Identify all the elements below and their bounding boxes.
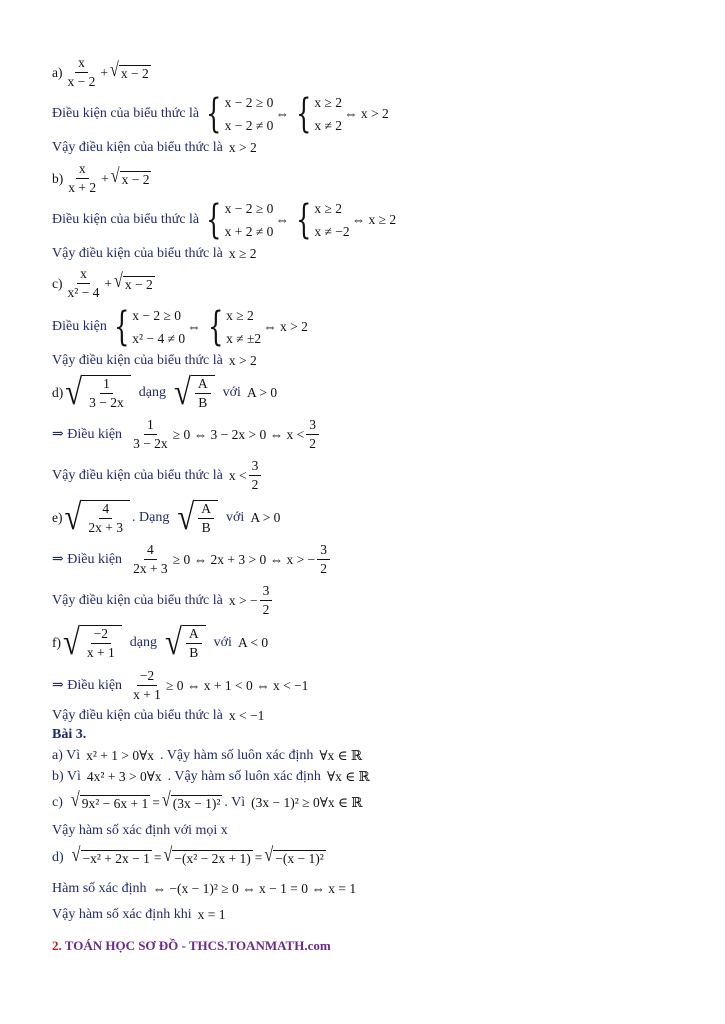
fraction bbox=[186, 627, 202, 661]
square-root: √ x − 2 bbox=[110, 59, 149, 82]
conclusion-text: Vậy điều kiện của biểu thức là bbox=[52, 246, 223, 261]
system-row: x ≥ 2 bbox=[314, 200, 343, 216]
math-expression: x² + 1 > 0∀x bbox=[86, 748, 155, 764]
bai3-d bbox=[52, 844, 328, 867]
condition-text: Hàm số xác định bbox=[52, 881, 147, 896]
fraction bbox=[130, 543, 171, 577]
item-d-expression bbox=[52, 371, 278, 413]
fraction bbox=[65, 267, 103, 301]
item-d-label: d) bbox=[52, 385, 64, 401]
bai3-c-conclusion bbox=[52, 824, 228, 838]
conclusion-value: x > − bbox=[228, 593, 258, 609]
equals-sign: = bbox=[152, 795, 160, 811]
item-e-label: e) bbox=[52, 510, 63, 526]
page-number: 2 bbox=[52, 938, 59, 953]
fraction bbox=[84, 627, 118, 661]
fraction bbox=[130, 418, 171, 452]
system-row: x ≠ 2 bbox=[314, 118, 343, 133]
item-e-conclusion bbox=[52, 584, 274, 618]
system-row: x − 2 ≥ 0 bbox=[224, 94, 274, 110]
denominator: x + 1 bbox=[86, 644, 115, 660]
denominator: B bbox=[201, 519, 211, 535]
item-b-label: b) bbox=[52, 171, 64, 187]
with-text: với bbox=[213, 634, 232, 650]
item-a-condition bbox=[52, 91, 389, 137]
bai3-d-conclusion bbox=[52, 908, 225, 922]
denominator: 2 bbox=[262, 601, 270, 617]
square-root: √ −(x − 1)² bbox=[264, 844, 324, 867]
with-text: với bbox=[222, 384, 241, 400]
implies-text: ⇒ Điều kiện bbox=[52, 426, 123, 442]
fraction bbox=[130, 669, 164, 703]
fraction bbox=[65, 56, 99, 90]
system-brace: { x ≥ 2 x ≠ 2 bbox=[295, 91, 343, 137]
item-e-expression bbox=[52, 496, 281, 538]
statement-text: . Vậy hàm số luôn xác định bbox=[167, 769, 321, 784]
conclusion-value: x < −1 bbox=[228, 708, 265, 724]
numerator: x bbox=[75, 56, 88, 73]
math-expression: (3x − 1)² ≥ 0∀x ∈ ℝ bbox=[251, 795, 363, 811]
system-row: x ≠ −2 bbox=[314, 224, 350, 239]
with-text: với bbox=[226, 509, 245, 525]
system-brace: { x ≥ 2 x ≠ ±2 bbox=[207, 304, 262, 350]
equiv-sign: ⇔ bbox=[187, 319, 201, 335]
condition-text: Điều kiện của biểu thức là bbox=[52, 106, 200, 121]
implies-text: ⇒ Điều kiện bbox=[52, 677, 123, 693]
system-row: x − 2 ≠ 0 bbox=[224, 118, 274, 133]
system-row: x − 2 ≥ 0 bbox=[132, 307, 182, 323]
equiv-sign: ⇔ bbox=[275, 106, 289, 122]
conclusion-value: x < bbox=[228, 468, 247, 484]
conclusion-text: Vậy điều kiện của biểu thức là bbox=[52, 140, 223, 155]
numerator: A bbox=[195, 377, 211, 394]
radicand: −x² + 2x − 1 bbox=[82, 851, 150, 867]
radicand: x − 2 bbox=[124, 277, 153, 293]
numerator: A bbox=[198, 502, 214, 519]
radicand: x − 2 bbox=[120, 66, 149, 82]
fraction bbox=[260, 584, 273, 618]
system-brace: { x ≥ 2 x ≠ −2 bbox=[295, 197, 350, 243]
square-root: √ $\frac{A}{B}$ bbox=[165, 625, 206, 661]
fraction bbox=[65, 162, 99, 196]
fraction bbox=[306, 418, 319, 452]
denominator: 3 − 2x bbox=[89, 394, 124, 410]
system-brace: { x − 2 ≥ 0 x + 2 ≠ 0 bbox=[206, 197, 274, 243]
item-label: a) Vì bbox=[52, 748, 81, 763]
denominator: 2 bbox=[320, 560, 327, 576]
radicand: x − 2 bbox=[121, 172, 150, 188]
square-root: √ x − 2 bbox=[114, 270, 153, 293]
plus-sign: + bbox=[100, 65, 108, 81]
condition-value: A > 0 bbox=[246, 385, 278, 401]
conclusion-value: x = 1 bbox=[197, 907, 226, 923]
square-root: √ −x² + 2x − 1 bbox=[71, 844, 150, 867]
math-expression: ∀x ∈ ℝ bbox=[319, 748, 363, 764]
denominator: 2x + 3 bbox=[133, 560, 168, 576]
item-label: d) bbox=[52, 850, 64, 866]
item-f-condition bbox=[52, 669, 308, 703]
fraction bbox=[85, 502, 126, 536]
square-root: √ $\frac{A}{B}$ bbox=[177, 500, 218, 536]
conclusion-value: x ≥ 2 bbox=[228, 246, 257, 262]
item-f-expression bbox=[52, 621, 269, 663]
system-row: x ≠ ±2 bbox=[226, 331, 262, 346]
denominator: x − 2 bbox=[67, 73, 96, 89]
numerator: −2 bbox=[91, 627, 111, 644]
square-root: √ 9x² − 6x + 1 bbox=[70, 789, 149, 812]
numerator: 3 bbox=[306, 418, 319, 435]
item-d-conclusion bbox=[52, 459, 263, 493]
item-label: c) bbox=[52, 795, 63, 811]
item-f-conclusion bbox=[52, 709, 264, 723]
item-a-conclusion bbox=[52, 141, 257, 155]
statement-text: . Vậy hàm số luôn xác định bbox=[160, 748, 314, 763]
result: ⇔ x > 2 bbox=[344, 106, 389, 122]
numerator: 4 bbox=[144, 543, 157, 560]
implies-text: ⇒ Điều kiện bbox=[52, 551, 123, 567]
item-d-condition bbox=[52, 418, 321, 452]
system-brace: { x − 2 ≥ 0 x − 2 ≠ 0 bbox=[206, 91, 274, 137]
conclusion-text: Vậy điều kiện của biểu thức là bbox=[52, 592, 223, 608]
numerator: 1 bbox=[144, 418, 157, 435]
item-b-condition bbox=[52, 197, 397, 243]
math-expression: 4x² + 3 > 0∀x bbox=[86, 769, 162, 785]
inequality-chain: ≥ 0 ⇔ 2x + 3 > 0 ⇔ x > − bbox=[172, 552, 316, 568]
fraction bbox=[195, 377, 211, 411]
equals-sign: = bbox=[254, 850, 263, 866]
form-text: dạng bbox=[129, 634, 157, 650]
bai3-c bbox=[52, 789, 363, 812]
item-c-expression bbox=[52, 267, 157, 301]
page-number-separator: . bbox=[58, 938, 62, 953]
equals-sign: = bbox=[153, 850, 162, 866]
result: ⇔ x > 2 bbox=[263, 319, 308, 335]
item-c-conclusion bbox=[52, 354, 257, 368]
equiv-sign: ⇔ bbox=[275, 212, 289, 228]
item-b-conclusion bbox=[52, 247, 257, 261]
footer-text: TOÁN HỌC SƠ ĐỒ - THCS.TOANMATH.com bbox=[64, 938, 331, 953]
numerator: x bbox=[77, 267, 90, 284]
form-text: dạng bbox=[138, 384, 166, 400]
radicand: 9x² − 6x + 1 bbox=[81, 796, 149, 812]
math-expression: ∀x ∈ ℝ bbox=[326, 769, 370, 785]
square-root: √ x − 2 bbox=[110, 165, 150, 188]
fraction bbox=[86, 377, 127, 411]
bai3-heading bbox=[52, 728, 86, 742]
item-b-expression bbox=[52, 162, 153, 196]
conclusion-value: x > 2 bbox=[228, 353, 257, 369]
statement-text: . Vì bbox=[224, 795, 246, 811]
plus-sign: + bbox=[104, 276, 113, 292]
condition-text: Điều kiện của biểu thức là bbox=[52, 212, 200, 227]
numerator: A bbox=[186, 627, 202, 644]
square-root: √ $\frac{1}{3 - 2x}$ bbox=[65, 375, 131, 411]
item-a-label: a) bbox=[52, 65, 63, 81]
square-root: √ (3x − 1)² bbox=[161, 789, 221, 812]
denominator: 2 bbox=[251, 476, 259, 492]
numerator: 3 bbox=[317, 543, 330, 560]
radicand: −(x² − 2x + 1) bbox=[174, 851, 251, 867]
numerator: 3 bbox=[260, 584, 273, 601]
square-root: √ $\frac{-2}{x + 1}$ bbox=[63, 625, 122, 661]
conclusion-text: Vậy điều kiện của biểu thức là bbox=[52, 708, 223, 723]
conclusion-text: Vậy điều kiện của biểu thức là bbox=[52, 467, 223, 483]
numerator: 4 bbox=[99, 502, 112, 519]
condition-text: Điều kiện bbox=[52, 319, 107, 334]
bai3-b bbox=[52, 770, 370, 784]
denominator: 2 bbox=[309, 435, 316, 451]
condition-value: A < 0 bbox=[237, 635, 269, 651]
square-root: √ $\frac{4}{2x + 3}$ bbox=[65, 500, 131, 536]
system-row: x + 2 ≠ 0 bbox=[224, 224, 274, 239]
radicand: (3x − 1)² bbox=[172, 796, 221, 812]
item-a-expression bbox=[52, 56, 153, 90]
page-footer bbox=[52, 938, 331, 954]
fraction bbox=[317, 543, 330, 577]
plus-sign: + bbox=[101, 171, 109, 187]
conclusion-text: Vậy hàm số xác định với mọi x bbox=[52, 823, 228, 838]
item-c-label: c) bbox=[52, 276, 63, 292]
radicand: −(x − 1)² bbox=[275, 851, 324, 867]
numerator: 3 bbox=[249, 459, 262, 476]
conclusion-value: x > 2 bbox=[228, 140, 257, 156]
denominator: B bbox=[189, 644, 199, 660]
denominator: x + 1 bbox=[133, 686, 161, 702]
numerator: −2 bbox=[137, 669, 157, 686]
denominator: 2x + 3 bbox=[88, 519, 124, 535]
item-f-label: f) bbox=[52, 635, 61, 651]
square-root: √ $\frac{A}{B}$ bbox=[174, 375, 215, 411]
denominator: x + 2 bbox=[68, 179, 97, 195]
item-label: b) Vì bbox=[52, 769, 81, 784]
denominator: B bbox=[198, 394, 208, 410]
bai3-a bbox=[52, 749, 362, 763]
form-text: . Dạng bbox=[132, 509, 170, 525]
system-row: x ≥ 2 bbox=[314, 94, 343, 110]
square-root: √ −(x² − 2x + 1) bbox=[163, 844, 251, 867]
math-expression: ⇔ −(x − 1)² ≥ 0 ⇔ x − 1 = 0 ⇔ x = 1 bbox=[152, 881, 357, 897]
denominator: x² − 4 bbox=[67, 284, 100, 300]
numerator: 1 bbox=[100, 377, 113, 394]
system-row: x − 2 ≥ 0 bbox=[224, 200, 274, 216]
system-row: x ≥ 2 bbox=[226, 307, 254, 323]
denominator: 3 − 2x bbox=[133, 435, 168, 451]
item-e-condition bbox=[52, 543, 332, 577]
condition-value: A > 0 bbox=[250, 510, 281, 526]
bai3-d-condition bbox=[52, 882, 356, 896]
numerator: x bbox=[76, 162, 89, 179]
fraction bbox=[249, 459, 262, 493]
inequality-chain: ≥ 0 ⇔ x + 1 < 0 ⇔ x < −1 bbox=[165, 678, 309, 694]
inequality-chain: ≥ 0 ⇔ 3 − 2x > 0 ⇔ x < bbox=[172, 427, 305, 443]
system-row: x² − 4 ≠ 0 bbox=[132, 331, 186, 346]
item-c-condition bbox=[52, 304, 308, 350]
section-title: Bài 3. bbox=[52, 727, 87, 742]
fraction bbox=[198, 502, 214, 536]
conclusion-text: Vậy hàm số xác định khi bbox=[52, 907, 192, 922]
result: ⇔ x ≥ 2 bbox=[351, 212, 397, 228]
system-brace: { x − 2 ≥ 0 x² − 4 ≠ 0 bbox=[113, 304, 186, 350]
conclusion-text: Vậy điều kiện của biểu thức là bbox=[52, 353, 223, 368]
